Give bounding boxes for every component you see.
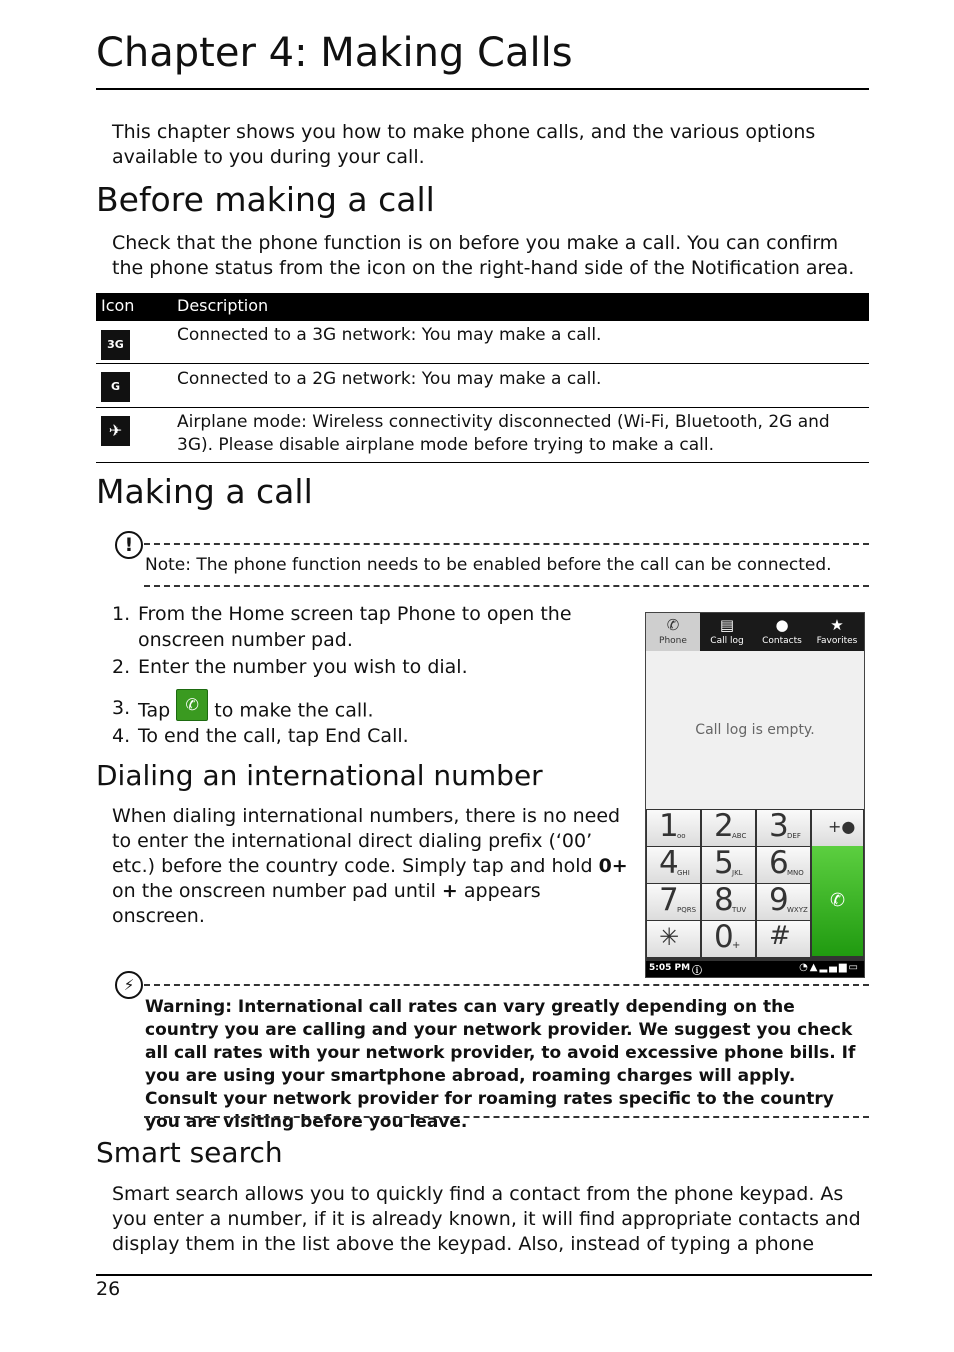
col-desc-header: Description: [177, 296, 269, 315]
table-row: [96, 364, 869, 408]
key-digit: 2: [714, 808, 734, 844]
smart-paragraph: Smart search allows you to quickly find a contact from the phone keypad. As you enter a number, if it is already known, it will find appropriate contacts and display them in the list above the keypad. Also, instead of typing a phone: [112, 1183, 861, 1255]
key-digit: ✳: [659, 923, 680, 951]
tab-label: Phone: [659, 636, 687, 646]
end-call-keyword: End Call: [325, 725, 403, 747]
step-1-line2: onscreen number pad.: [138, 629, 353, 651]
section-heading-making: Making a call: [96, 472, 313, 511]
step-text: From the Home screen tap: [138, 603, 397, 625]
intro-paragraph: This chapter shows you how to make phone calls, and the various options available to you during your call.: [112, 121, 816, 168]
key-digit: 3: [769, 808, 789, 844]
plus-keyword: +: [441, 880, 458, 902]
key-hash[interactable]: [757, 921, 810, 957]
key-7[interactable]: [647, 884, 700, 920]
title-rule: [96, 88, 869, 90]
key-5[interactable]: [702, 847, 755, 883]
key-digit: 6: [769, 845, 789, 881]
intl-text: on the onscreen number pad until: [112, 880, 442, 902]
step-1: [138, 601, 618, 627]
intl-line: [112, 854, 632, 879]
phone-keyword: Phone: [396, 603, 456, 625]
key-8[interactable]: [702, 884, 755, 920]
key-letters: WXYZ: [787, 906, 808, 914]
intl-text: etc.) before the country code. Simply tap and hold: [112, 855, 599, 877]
airplane-mode-icon: ✈: [101, 416, 130, 446]
key-letters: PQRS: [677, 906, 697, 914]
key-1[interactable]: [647, 810, 700, 846]
key-letters: TUV: [732, 906, 747, 914]
key-4[interactable]: [647, 847, 700, 883]
intl-text: appears: [457, 880, 541, 902]
warning-icon: ⚡: [115, 971, 143, 999]
table-header: [96, 293, 869, 321]
intl-line: to enter the international direct dialing prefix (‘00’: [112, 830, 593, 852]
row-description: Airplane mode: Wireless connectivity disconnected (Wi-Fi, Bluetooth, 2G and 3G). Please disable airplane mode before trying to make a call.: [177, 412, 830, 455]
step-number: 1.: [112, 603, 131, 625]
step-number: 3.: [112, 697, 131, 719]
row-description: Connected to a 2G network: You may make a call.: [177, 369, 602, 389]
key-6[interactable]: [757, 847, 810, 883]
key-letters: JKL: [732, 869, 743, 877]
intl-line: [112, 879, 632, 904]
key-digit: 9: [769, 882, 789, 918]
page-number: 26: [96, 1278, 121, 1300]
footer-rule: [96, 1274, 872, 1276]
intl-line: onscreen.: [112, 905, 205, 927]
step-2: Enter the number you wish to dial.: [138, 656, 468, 678]
tab-label: Contacts: [762, 636, 802, 646]
contacts-icon: ●: [775, 616, 789, 634]
key-digit: 4: [659, 845, 679, 881]
key-2[interactable]: [702, 810, 755, 846]
zero-plus-keyword: 0+: [598, 855, 628, 877]
key-digit: #: [769, 921, 791, 951]
section-heading-smart: Smart search: [96, 1136, 283, 1169]
note-body: : The phone function needs to be enabled before the call can be connected.: [185, 555, 832, 575]
call-log-empty: Call log is empty.: [646, 651, 864, 809]
section-heading-before: Before making a call: [96, 180, 435, 219]
chapter-title: Chapter 4: Making Calls: [96, 30, 573, 76]
tab-favorites[interactable]: [810, 613, 864, 651]
tab-phone[interactable]: [646, 613, 700, 651]
star-icon: ★: [830, 616, 844, 634]
section-heading-intl: Dialing an international number: [96, 759, 543, 792]
voicemail-icon: oo: [677, 832, 686, 840]
step-text: to make the call.: [208, 699, 374, 722]
phone-icon: ✆: [666, 616, 680, 634]
2g-network-icon: G: [101, 372, 130, 402]
before-paragraph: Check that the phone function is on before you make a call. You can confirm the phone status from the icon on the right-hand side of the Notification area.: [112, 232, 855, 279]
table-row: [96, 408, 869, 463]
key-3[interactable]: [757, 810, 810, 846]
note-divider-bottom: [144, 585, 869, 587]
key-star[interactable]: [647, 921, 700, 957]
intl-line: When dialing international numbers, there is no need: [112, 805, 621, 827]
row-description: Connected to a 3G network: You may make a call.: [177, 325, 602, 345]
warning-divider-top: [144, 984, 869, 986]
key-digit: 7: [659, 882, 679, 918]
info-icon: ⓘ: [692, 966, 702, 977]
note-label: Note: [145, 555, 186, 575]
tab-call-log[interactable]: [700, 613, 754, 651]
key-letters: GHI: [677, 869, 690, 877]
key-0[interactable]: [702, 921, 755, 957]
table-row: [96, 321, 869, 364]
status-time: 5:05 PM: [649, 963, 691, 973]
key-digit: 8: [714, 882, 734, 918]
key-letters: ABC: [732, 832, 747, 840]
add-contact-button[interactable]: [812, 810, 863, 846]
key-letters: MNO: [787, 869, 804, 877]
step-text: .: [402, 725, 409, 747]
note-text: [145, 554, 870, 577]
key-digit: 5: [714, 845, 734, 881]
step-text: to open the: [455, 603, 572, 625]
phone-tab-bar: [646, 613, 864, 651]
key-digit: 1: [659, 808, 679, 844]
step-text: To end the call, tap: [138, 725, 326, 747]
warning-text: Warning: International call rates can vary greatly depending on the country you are calling and your network provider. We suggest you check all call rates with your network provider, to avoid excessive phone bills. If you are using your smartphone abroad, roaming charges will apply. Consult your network provider for roaming rates specific to the country you are visiting before you leave.: [145, 997, 856, 1132]
step-4: [138, 723, 618, 749]
call-log-icon: ▤: [719, 616, 735, 634]
note-icon: !: [115, 531, 143, 559]
phone-screenshot: [645, 612, 865, 978]
step-text: Tap: [138, 699, 177, 722]
dial-pad: [646, 809, 864, 961]
dial-button[interactable]: [812, 846, 863, 956]
status-icon-table: [96, 293, 869, 463]
key-letters: +: [732, 940, 741, 951]
key-letters: DEF: [787, 832, 801, 840]
col-icon-header: Icon: [101, 296, 135, 315]
call-icon: ✆: [829, 890, 846, 911]
key-digit: 0: [714, 919, 734, 955]
status-bar: [646, 961, 864, 977]
intl-paragraph: [112, 804, 632, 929]
tab-label: Favorites: [816, 636, 858, 646]
call-icon: ✆: [176, 689, 208, 721]
warning-divider-bottom: [144, 1116, 869, 1118]
signal-battery-icons: ◔▲▂▄▆▭: [799, 962, 860, 973]
key-9[interactable]: [757, 884, 810, 920]
note-divider-top: [144, 543, 869, 545]
step-number: 2.: [112, 656, 131, 678]
tab-contacts[interactable]: [754, 613, 810, 651]
add-contact-icon: +●: [828, 817, 856, 836]
step-number: 4.: [112, 725, 131, 747]
tab-label: Call log: [710, 636, 744, 646]
3g-network-icon: 3G: [101, 330, 130, 360]
